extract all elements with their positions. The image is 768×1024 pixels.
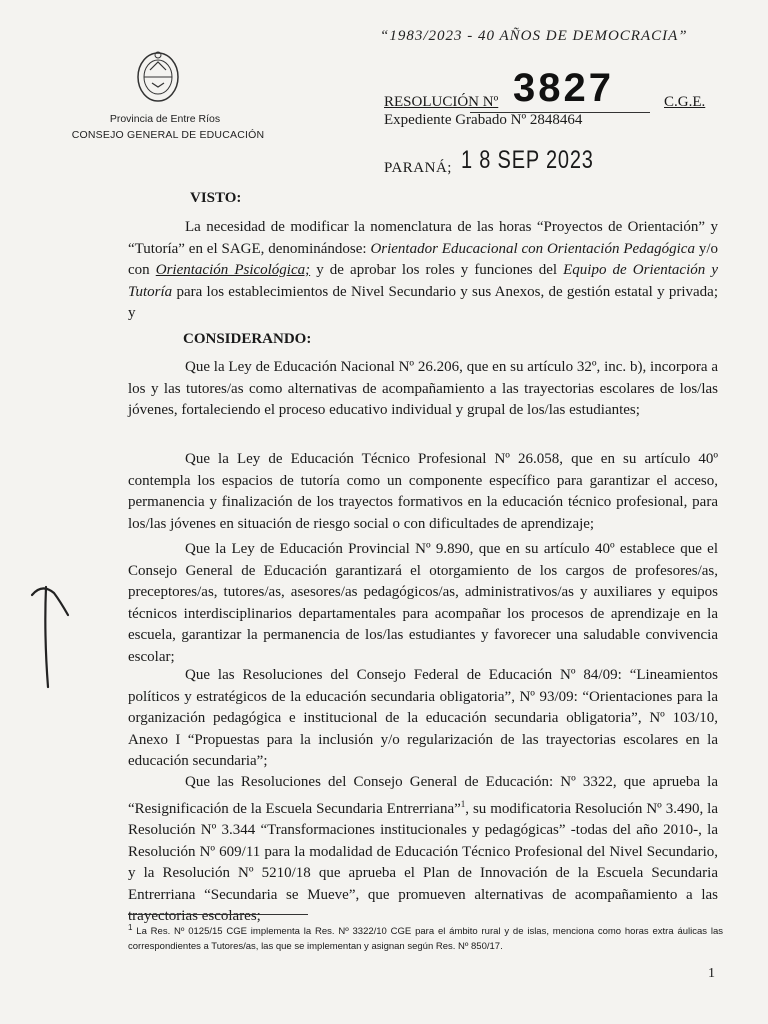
footnote-reference: 1 bbox=[460, 798, 466, 809]
province-name: Provincia de Entre Ríos bbox=[109, 113, 221, 125]
place-label: PARANÁ; bbox=[384, 160, 452, 176]
resolution-body: C.G.E. bbox=[664, 94, 706, 110]
handwritten-margin-mark-icon bbox=[28, 575, 76, 695]
footnote-rule bbox=[128, 914, 308, 915]
visto-paragraph: La necesidad de modificar la nomenclatura de las horas “Proyectos de Orientación” y “Tutoría” en el SAGE, denominándose: Orientador Educacional con Orientación Pedagógica y/o con Orientación Psicológica; y de aprobar los roles y funciones del Equipo de Orientación y Tutoría para los establecimientos de Nivel Secundario y sus Anexos, de gestión estatal y privada; y bbox=[128, 219, 718, 321]
page-number: 1 bbox=[708, 966, 715, 981]
motto-line: “1983/2023 - 40 AÑOS DE DEMOCRACIA” bbox=[380, 28, 688, 44]
considerando-paragraph-5: Que las Resoluciones del Consejo General de Educación: Nº 3322, que aprueba la “Resignificación de la Escuela Secundaria Entrerriana”$^1$, su modificatoria Resolución Nº 3.490, la Resolución Nº 3.344 “Transformaciones institucionales y pedagógicas” -todas del año 2010-, la Resolución Nº 609/11 para la modalidad de Educación Técnico Profesional del Nivel Secundario, y la Resolución Nº 5210/18 que aprueba el Plan de Innovación de la Escuela Secundaria Entrerriana “Secundaria se Mueve”, que promueven alternativas de acompañamiento a las trayectorias escolares; bbox=[128, 774, 718, 924]
coat-of-arms-seal-icon bbox=[133, 48, 183, 104]
considerando-heading: CONSIDERANDO: bbox=[183, 331, 312, 347]
expediente-number: Expediente Grabado Nº 2848464 bbox=[384, 112, 583, 128]
considerando-paragraph-2: Que la Ley de Educación Técnico Profesional Nº 26.058, que en su artículo 40º contempla los espacios de tutoría como un componente específico para garantizar el acceso, permanencia y finalización de los trayectos formativos en la educación técnico profesional, para los/las jóvenes en situación de riesgo social o con dificultades de aprendizaje; bbox=[128, 451, 718, 532]
considerando-paragraph-4: Que las Resoluciones del Consejo Federal de Educación Nº 84/09: “Lineamientos políticos y estratégicos de la educación secundaria obligatoria”, Nº 93/09: “Orientaciones para la organización pedagógica e institucional de la educación secundaria obligatoria”, Nº 103/10, Anexo I “Propuestas para la inclusión y/o regularización de las trayectorias escolares en la educación secundaria”; bbox=[128, 667, 718, 769]
footnote: $^1$ La Res. Nº 0125/15 CGE implementa la Res. Nº 3322/10 CGE para el ámbito rural y de islas, menciona como horas extra áulicas las correspondientes a Tutores/as, las que se implementan y asignan según Res. Nº 850/17. bbox=[128, 923, 723, 953]
considerando-paragraph-1: Que la Ley de Educación Nacional Nº 26.206, que en su artículo 32º, inc. b), incorpora a los y las tutores/as como alternativas de acompañamiento a las trayectorias escolares de los/las jóvenes, fortaleciendo el proceso educativo individual y grupal de los/las estudiantes; bbox=[128, 359, 718, 418]
date-stamp: 1 8 SEP 2023 bbox=[461, 146, 594, 174]
considerando-paragraph-3: Que la Ley de Educación Provincial Nº 9.890, que en su artículo 40º establece que el Consejo General de Educación garantizará el otorgamiento de los cargos de profesores/as, preceptores/as, tutores/as, asesores/as pedagógicos/as, administrativos/as y auxiliares y equipos técnicos interdisciplinarios departamentales para acompañar los procesos de aprendizaje en la escuela, garantizar la permanencia de los/las estudiantes y favorecer una saludable convivencia escolar; bbox=[128, 541, 718, 665]
visto-heading: VISTO: bbox=[190, 190, 242, 206]
council-name: CONSEJO GENERAL DE EDUCACIÓN bbox=[71, 129, 265, 141]
resolution-number: 3827 bbox=[513, 66, 614, 110]
resolution-label: RESOLUCIÓN Nº bbox=[384, 94, 499, 110]
